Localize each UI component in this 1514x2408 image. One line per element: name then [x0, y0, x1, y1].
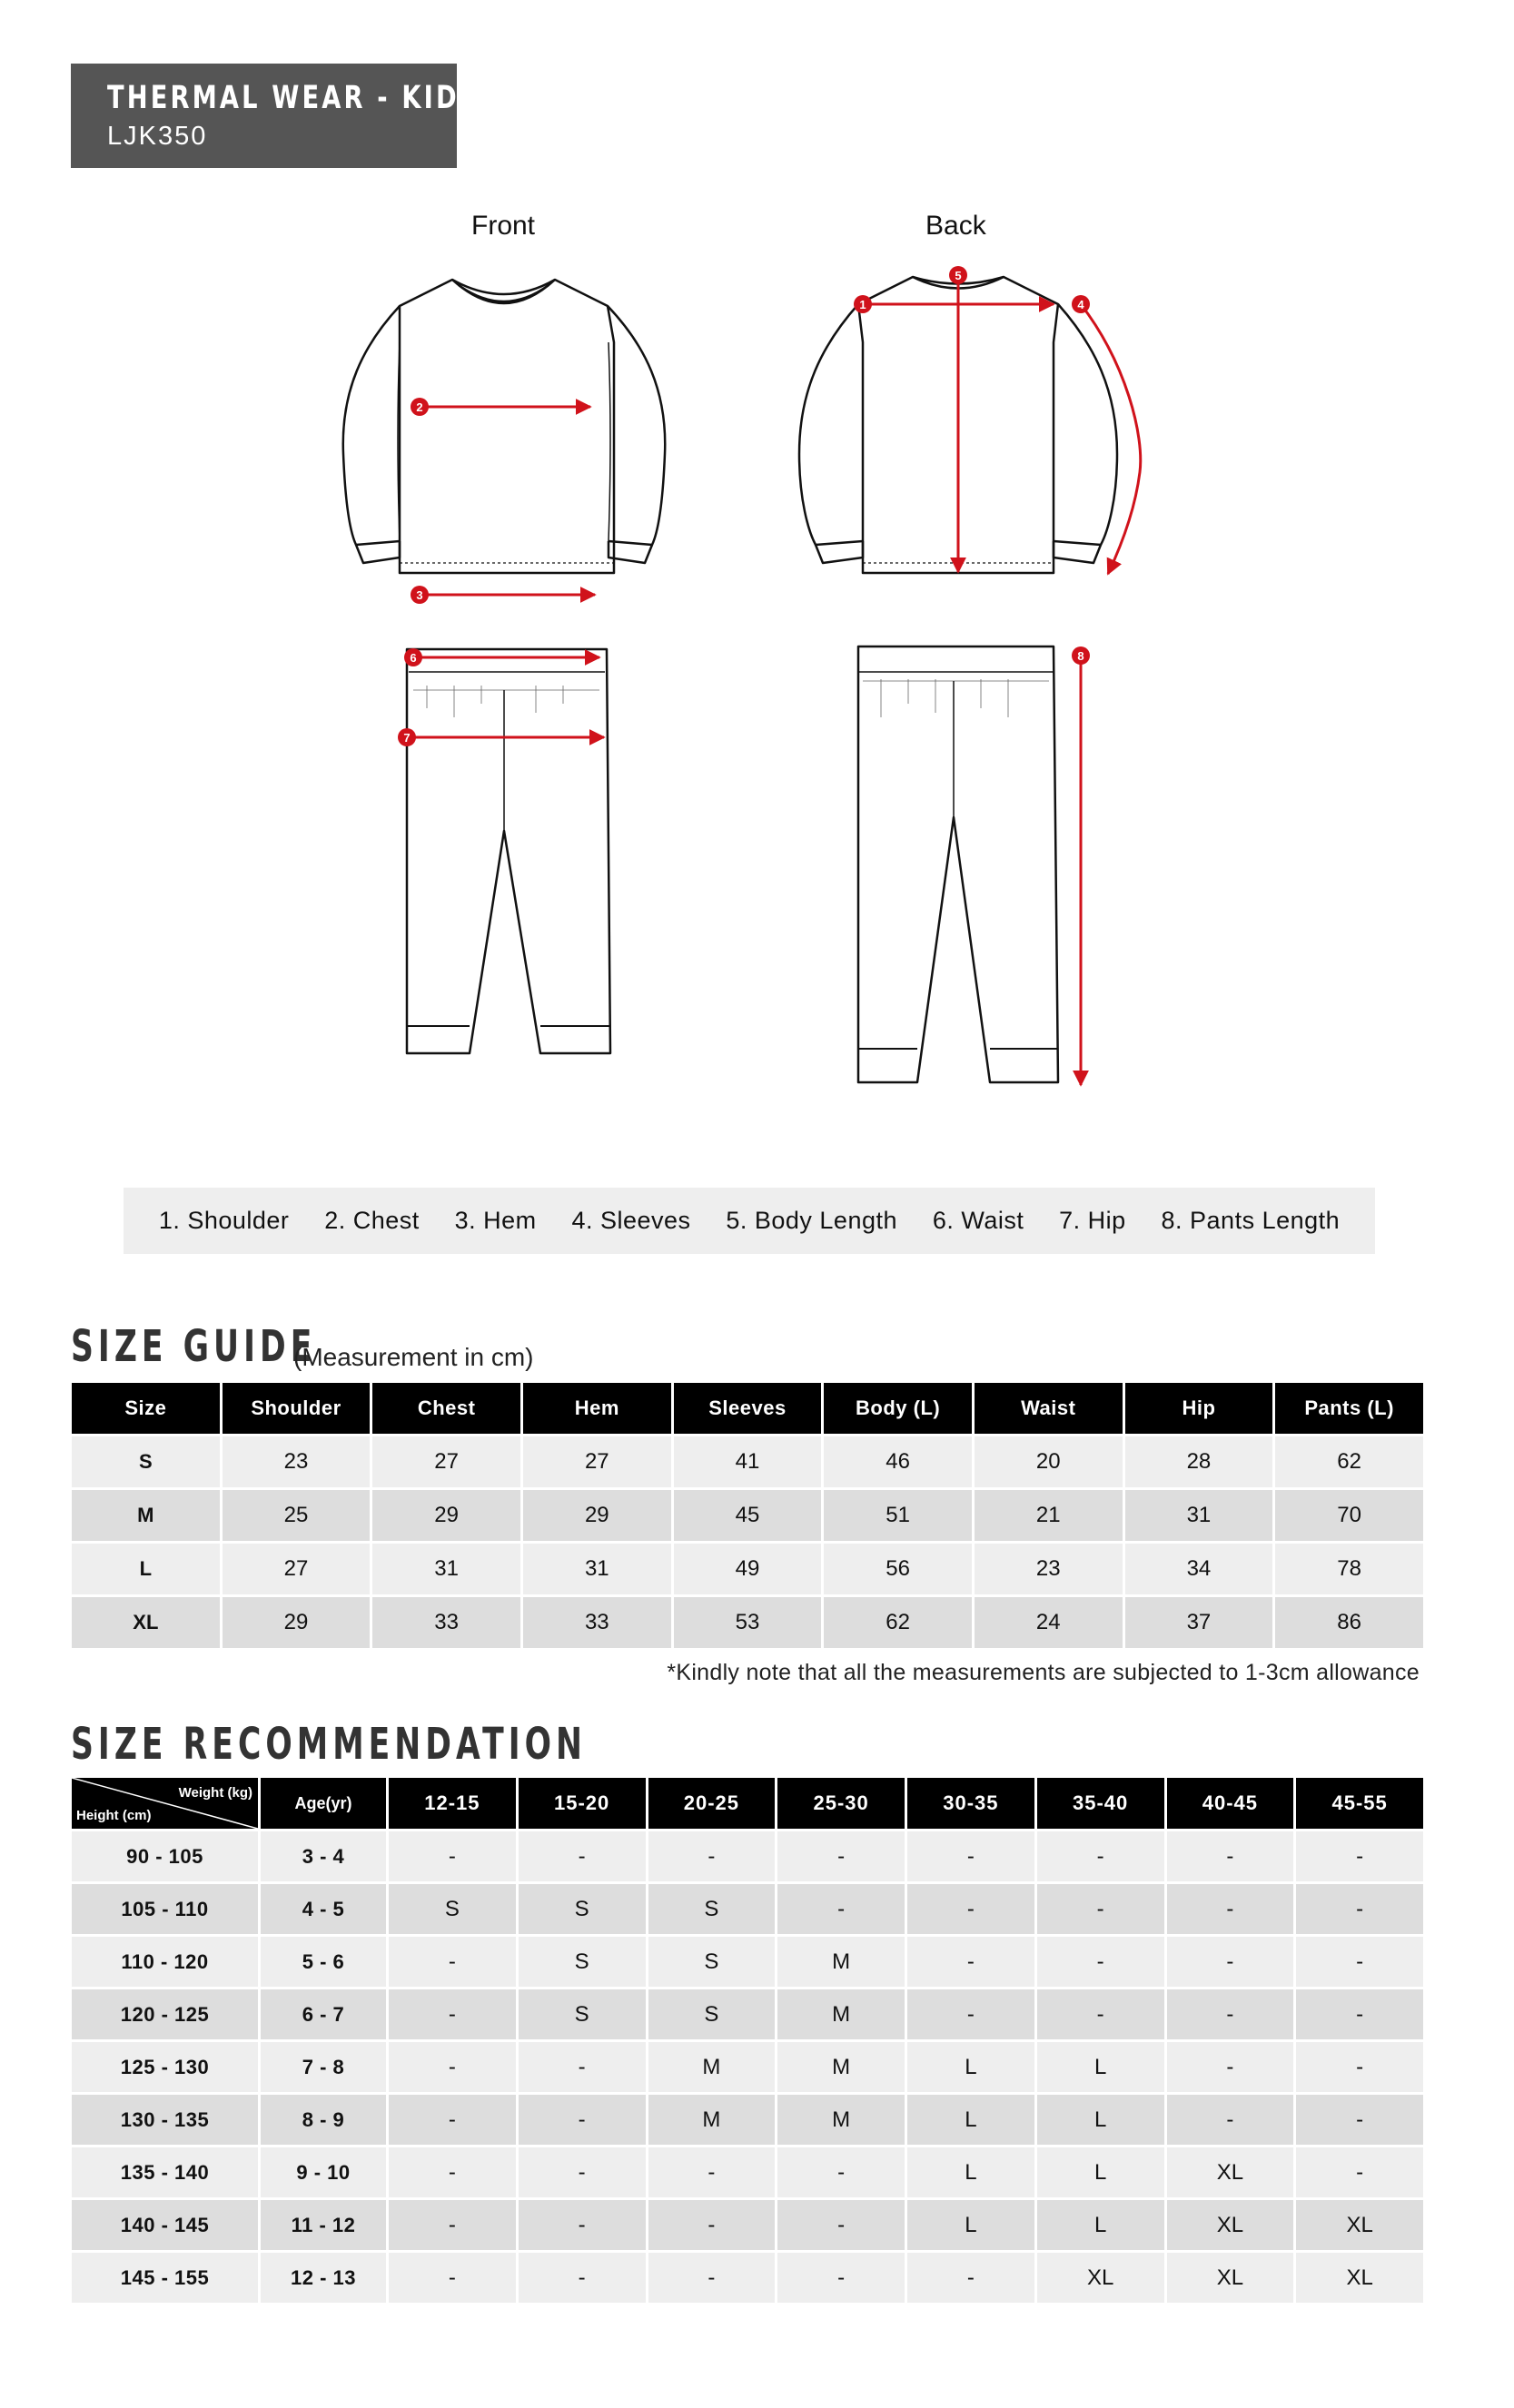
column-header: Waist	[975, 1383, 1123, 1434]
recommended-size-cell: L	[907, 2092, 1034, 2145]
column-header: Shoulder	[223, 1383, 371, 1434]
measurement-cell: 28	[1125, 1434, 1273, 1487]
height-range-cell: 140 - 145	[72, 2197, 258, 2250]
recommended-size-cell: -	[907, 1987, 1034, 2039]
recommended-size-cell: -	[1167, 1987, 1294, 2039]
recommended-size-cell: M	[648, 2039, 776, 2092]
recommended-size-cell: -	[519, 2039, 646, 2092]
height-range-cell: 105 - 110	[72, 1881, 258, 1934]
recommended-size-cell: S	[648, 1987, 776, 2039]
table-row	[72, 2250, 1423, 2303]
size-label-cell: S	[72, 1434, 220, 1487]
size-recommendation-table	[69, 1778, 1426, 2303]
recommended-size-cell: S	[648, 1934, 776, 1987]
recommended-size-cell: -	[389, 1934, 516, 1987]
measurement-cell: 24	[975, 1594, 1123, 1648]
age-range-cell: 9 - 10	[261, 2145, 386, 2197]
weight-column-header: 40-45	[1167, 1778, 1294, 1829]
table-row	[72, 1934, 1423, 1987]
recommended-size-cell: -	[389, 2092, 516, 2145]
recommended-size-cell: -	[1296, 1934, 1423, 1987]
recommended-size-cell: S	[389, 1881, 516, 1934]
recommended-size-cell: -	[519, 2092, 646, 2145]
measurement-cell: 78	[1275, 1541, 1423, 1594]
marker-7: 7	[403, 731, 411, 745]
garment-diagrams	[0, 0, 1514, 1144]
measurement-cell: 45	[674, 1487, 822, 1541]
marker-3: 3	[416, 588, 423, 602]
recommended-size-cell: -	[777, 1881, 905, 1934]
column-header: Size	[72, 1383, 220, 1434]
age-range-cell: 3 - 4	[261, 1829, 386, 1881]
recommended-size-cell: M	[777, 1934, 905, 1987]
recommended-size-cell: L	[907, 2145, 1034, 2197]
measurement-cell: 23	[223, 1434, 371, 1487]
front-top-drawing	[343, 280, 665, 573]
column-header: Pants (L)	[1275, 1383, 1423, 1434]
legend-item: 5. Body Length	[726, 1207, 897, 1234]
recommended-size-cell: -	[1037, 1881, 1164, 1934]
recommended-size-cell: -	[1037, 1934, 1164, 1987]
table-row	[72, 1541, 1423, 1594]
column-header: Body (L)	[824, 1383, 972, 1434]
recommended-size-cell: -	[907, 2250, 1034, 2303]
age-range-cell: 8 - 9	[261, 2092, 386, 2145]
recommended-size-cell: -	[1167, 2092, 1294, 2145]
measurement-cell: 46	[824, 1434, 972, 1487]
back-pants-drawing	[858, 646, 1058, 1082]
recommended-size-cell: -	[389, 1829, 516, 1881]
back-view-label: Back	[925, 211, 986, 241]
age-range-cell: 6 - 7	[261, 1987, 386, 2039]
allowance-note: *Kindly note that all the measurements are subjected to 1-3cm allowance	[667, 1660, 1420, 1685]
recommended-size-cell: M	[648, 2092, 776, 2145]
sleeves-arrow	[1081, 304, 1141, 574]
weight-column-header: 25-30	[777, 1778, 905, 1829]
table-row	[72, 1829, 1423, 1881]
measurement-cell: 70	[1275, 1487, 1423, 1541]
recommended-size-cell: -	[1296, 2039, 1423, 2092]
table-row	[72, 1987, 1423, 2039]
recommended-size-cell: S	[519, 1881, 646, 1934]
recommended-size-cell: S	[648, 1881, 776, 1934]
recommended-size-cell: -	[648, 2197, 776, 2250]
recommended-size-cell: M	[777, 2039, 905, 2092]
column-header: Chest	[372, 1383, 520, 1434]
legend-item: 3. Hem	[454, 1207, 537, 1234]
recommended-size-cell: -	[777, 2250, 905, 2303]
weight-column-header: 15-20	[519, 1778, 646, 1829]
table-row	[72, 2039, 1423, 2092]
table-row	[72, 1487, 1423, 1541]
age-range-cell: 5 - 6	[261, 1934, 386, 1987]
measurement-cell: 29	[523, 1487, 671, 1541]
table-row	[72, 1594, 1423, 1648]
measurement-cell: 31	[523, 1541, 671, 1594]
recommended-size-cell: M	[777, 2092, 905, 2145]
marker-6: 6	[410, 651, 417, 665]
recommended-size-cell: XL	[1296, 2197, 1423, 2250]
recommended-size-cell: -	[1296, 1987, 1423, 2039]
corner-header	[72, 1778, 258, 1829]
table-row	[72, 2197, 1423, 2250]
measurement-cell: 31	[372, 1541, 520, 1594]
measurement-cell: 27	[372, 1434, 520, 1487]
weight-column-header: 20-25	[648, 1778, 776, 1829]
size-guide-table	[69, 1383, 1426, 1648]
recommended-size-cell: -	[1167, 1934, 1294, 1987]
measurement-cell: 51	[824, 1487, 972, 1541]
table-row	[72, 1881, 1423, 1934]
measurement-cell: 20	[975, 1434, 1123, 1487]
weight-column-header: 45-55	[1296, 1778, 1423, 1829]
recommended-size-cell: -	[907, 1881, 1034, 1934]
recommended-size-cell: L	[1037, 2145, 1164, 2197]
age-range-cell: 7 - 8	[261, 2039, 386, 2092]
product-code: LJK350	[107, 122, 208, 151]
measurement-cell: 62	[824, 1594, 972, 1648]
column-header: Hem	[523, 1383, 671, 1434]
recommended-size-cell: XL	[1037, 2250, 1164, 2303]
column-header: Sleeves	[674, 1383, 822, 1434]
column-header: Hip	[1125, 1383, 1273, 1434]
recommended-size-cell: XL	[1167, 2145, 1294, 2197]
weight-column-header: 35-40	[1037, 1778, 1164, 1829]
height-range-cell: 90 - 105	[72, 1829, 258, 1881]
size-label-cell: XL	[72, 1594, 220, 1648]
table-row	[72, 2145, 1423, 2197]
recommended-size-cell: L	[907, 2197, 1034, 2250]
age-range-cell: 4 - 5	[261, 1881, 386, 1934]
table-row	[72, 1434, 1423, 1487]
recommended-size-cell: -	[1037, 1829, 1164, 1881]
marker-1: 1	[859, 298, 866, 311]
age-range-cell: 12 - 13	[261, 2250, 386, 2303]
front-pants-drawing	[407, 649, 610, 1053]
recommended-size-cell: -	[648, 1829, 776, 1881]
recommended-size-cell: -	[519, 2250, 646, 2303]
legend-item: 4. Sleeves	[571, 1207, 691, 1234]
front-view-label: Front	[471, 211, 536, 241]
legend-item: 1. Shoulder	[158, 1207, 290, 1234]
measurement-cell: 86	[1275, 1594, 1423, 1648]
measurement-cell: 23	[975, 1541, 1123, 1594]
weight-axis-label: Weight (kg)	[178, 1785, 252, 1801]
size-label-cell: M	[72, 1487, 220, 1541]
marker-4: 4	[1077, 298, 1084, 311]
recommended-size-cell: -	[389, 2250, 516, 2303]
recommended-size-cell: -	[1167, 2039, 1294, 2092]
recommended-size-cell: -	[389, 2197, 516, 2250]
recommended-size-cell: -	[1167, 1881, 1294, 1934]
height-range-cell: 145 - 155	[72, 2250, 258, 2303]
measurement-cell: 49	[674, 1541, 822, 1594]
height-range-cell: 125 - 130	[72, 2039, 258, 2092]
recommended-size-cell: -	[907, 1934, 1034, 1987]
recommended-size-cell: -	[1296, 1829, 1423, 1881]
marker-8: 8	[1077, 649, 1084, 663]
recommended-size-cell: -	[1037, 1987, 1164, 2039]
size-guide-heading	[71, 1321, 534, 1372]
legend-item: 8. Pants Length	[1161, 1207, 1341, 1234]
measurement-cell: 21	[975, 1487, 1123, 1541]
recommended-size-cell: M	[777, 1987, 905, 2039]
recommended-size-cell: -	[389, 2039, 516, 2092]
recommended-size-cell: XL	[1167, 2197, 1294, 2250]
recommended-size-cell: -	[519, 1829, 646, 1881]
measurement-cell: 27	[523, 1434, 671, 1487]
measurement-cell: 56	[824, 1541, 972, 1594]
legend-item: 6. Waist	[932, 1207, 1024, 1234]
recommended-size-cell: -	[519, 2197, 646, 2250]
recommended-size-cell: XL	[1167, 2250, 1294, 2303]
recommended-size-cell: -	[648, 2145, 776, 2197]
recommended-size-cell: -	[1296, 2092, 1423, 2145]
measurement-cell: 29	[223, 1594, 371, 1648]
recommended-size-cell: -	[1296, 2145, 1423, 2197]
measurement-cell: 33	[372, 1594, 520, 1648]
measurement-cell: 62	[1275, 1434, 1423, 1487]
recommended-size-cell: S	[519, 1987, 646, 2039]
measurement-cell: 33	[523, 1594, 671, 1648]
recommended-size-cell: -	[777, 2197, 905, 2250]
measurement-cell: 53	[674, 1594, 822, 1648]
recommended-size-cell: -	[389, 2145, 516, 2197]
size-guide-title: SIZE GUIDE	[71, 1321, 317, 1372]
size-recommendation-title: SIZE RECOMMENDATION	[71, 1719, 587, 1770]
age-range-cell: 11 - 12	[261, 2197, 386, 2250]
recommended-size-cell: S	[519, 1934, 646, 1987]
recommended-size-cell: L	[1037, 2039, 1164, 2092]
size-guide-subtitle: (Measurement in cm)	[293, 1343, 534, 1371]
measurement-cell: 25	[223, 1487, 371, 1541]
product-title: THERMAL WEAR - KIDS	[107, 80, 480, 116]
marker-5: 5	[955, 269, 962, 282]
recommended-size-cell: L	[1037, 2092, 1164, 2145]
weight-column-header: 30-35	[907, 1778, 1034, 1829]
weight-column-header: 12-15	[389, 1778, 516, 1829]
table-row	[72, 2092, 1423, 2145]
height-range-cell: 135 - 140	[72, 2145, 258, 2197]
height-range-cell: 120 - 125	[72, 1987, 258, 2039]
measurement-cell: 27	[223, 1541, 371, 1594]
recommended-size-cell: -	[389, 1987, 516, 2039]
legend-item: 2. Chest	[324, 1207, 420, 1234]
recommended-size-cell: L	[1037, 2197, 1164, 2250]
size-label-cell: L	[72, 1541, 220, 1594]
measurement-cell: 41	[674, 1434, 822, 1487]
measurement-cell: 29	[372, 1487, 520, 1541]
recommended-size-cell: -	[1296, 1881, 1423, 1934]
recommended-size-cell: XL	[1296, 2250, 1423, 2303]
recommended-size-cell: -	[519, 2145, 646, 2197]
legend-item: 7. Hip	[1059, 1207, 1126, 1234]
recommended-size-cell: -	[777, 2145, 905, 2197]
recommended-size-cell: -	[1167, 1829, 1294, 1881]
height-axis-label: Height (cm)	[76, 1808, 152, 1823]
recommended-size-cell: -	[777, 1829, 905, 1881]
age-header: Age(yr)	[261, 1778, 386, 1829]
height-range-cell: 110 - 120	[72, 1934, 258, 1987]
measurement-cell: 37	[1125, 1594, 1273, 1648]
size-recommendation-heading	[71, 1719, 787, 1770]
table-header-row	[72, 1383, 1423, 1434]
measurement-cell: 34	[1125, 1541, 1273, 1594]
recommended-size-cell: L	[907, 2039, 1034, 2092]
recommended-size-cell: -	[907, 1829, 1034, 1881]
measurement-legend	[124, 1188, 1375, 1254]
recommended-size-cell: -	[648, 2250, 776, 2303]
height-range-cell: 130 - 135	[72, 2092, 258, 2145]
measurement-cell: 31	[1125, 1487, 1273, 1541]
marker-2: 2	[416, 400, 423, 414]
table-header-row	[72, 1778, 1423, 1829]
